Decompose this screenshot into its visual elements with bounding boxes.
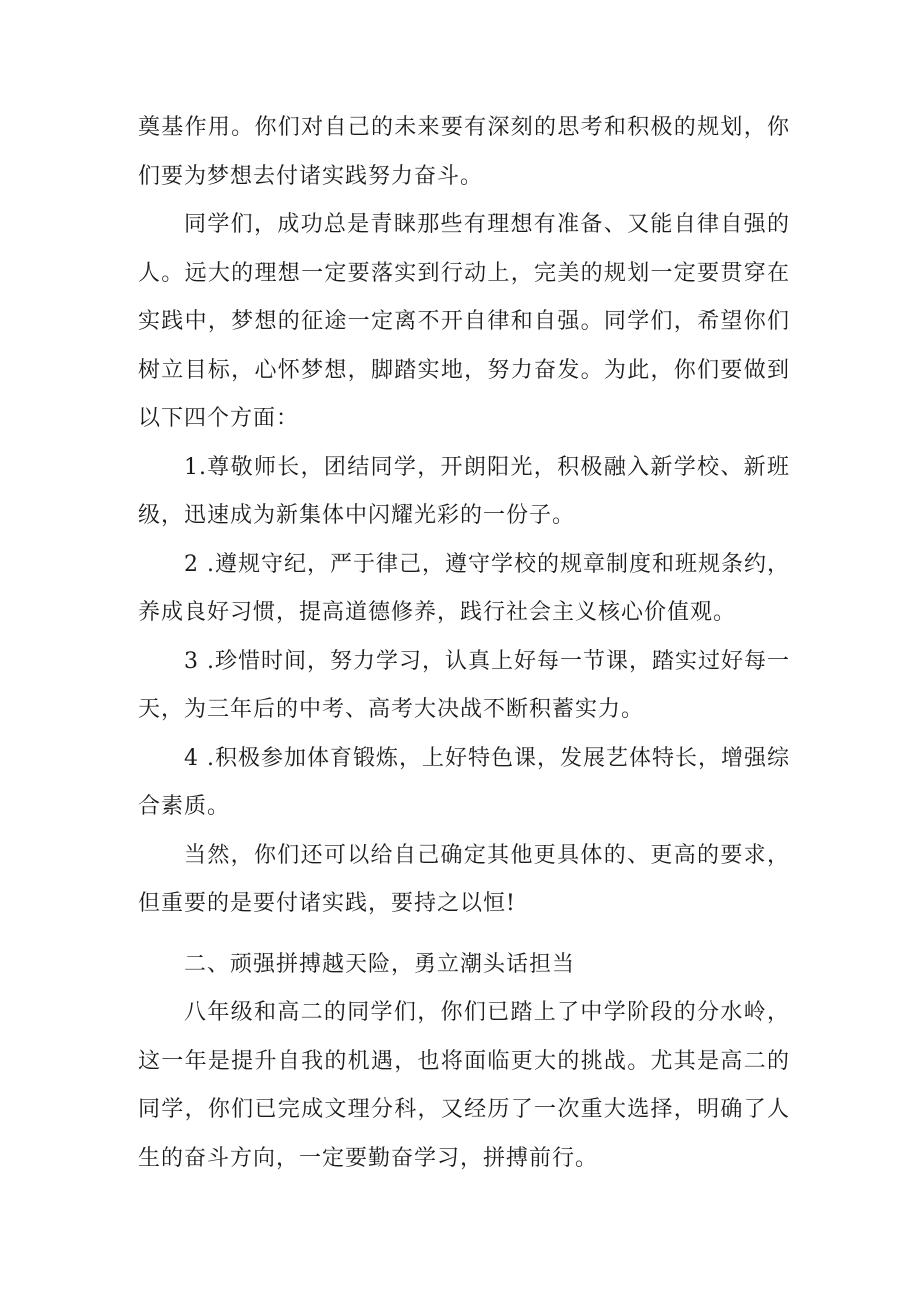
section-heading: 二、顽强拼搏越天险，勇立潮头话担当 [184,951,576,977]
document-body [138,104,790,1183]
paragraph-continuation: 奠基作用。你们对自己的未来要有深刻的思考和积极的规划，你们要为梦想去付诸实践努力奋斗。 [138,115,790,189]
paragraph-conclusion: 当然，你们还可以给自己确定其他更具体的、更高的要求，但重要的是要付诸实践，要持之以恒! [138,842,790,916]
list-item-3: 3 .珍惜时间，努力学习，认真上好每一节课，踏实过好每一天，为三年后的中考、高考大决战不断积蓄实力。 [138,648,790,722]
paragraph-success: 同学们，成功总是青睐那些有理想有准备、又能自律自强的人。远大的理想一定要落实到行动上，完美的规划一定要贯穿在实践中，梦想的征途一定离不开自律和自强。同学们，希望你们树立目标，心怀梦想，脚踏实地，努力奋发。为此，你们要做到以下四个方面： [138,212,790,431]
paragraph-grade-eight: 八年级和高二的同学们，你们已踏上了中学阶段的分水岭，这一年是提升自我的机遇，也将面临更大的挑战。尤其是高二的同学，你们已完成文理分科，又经历了一次重大选择，明确了人生的奋斗方向，一定要勤奋学习，拼搏前行。 [138,1000,790,1171]
list-item-4: 4 .积极参加体育锻炼，上好特色课，发展艺体特长，增强综合素质。 [138,745,790,819]
list-item-2: 2 .遵规守纪，严于律己，遵守学校的规章制度和班规条约，养成良好习惯，提高道德修养，践行社会主义核心价值观。 [138,551,790,625]
list-item-1: 1.尊敬师长，团结同学，开朗阳光，积极融入新学校、新班级，迅速成为新集体中闪耀光彩的一份子。 [138,454,790,528]
